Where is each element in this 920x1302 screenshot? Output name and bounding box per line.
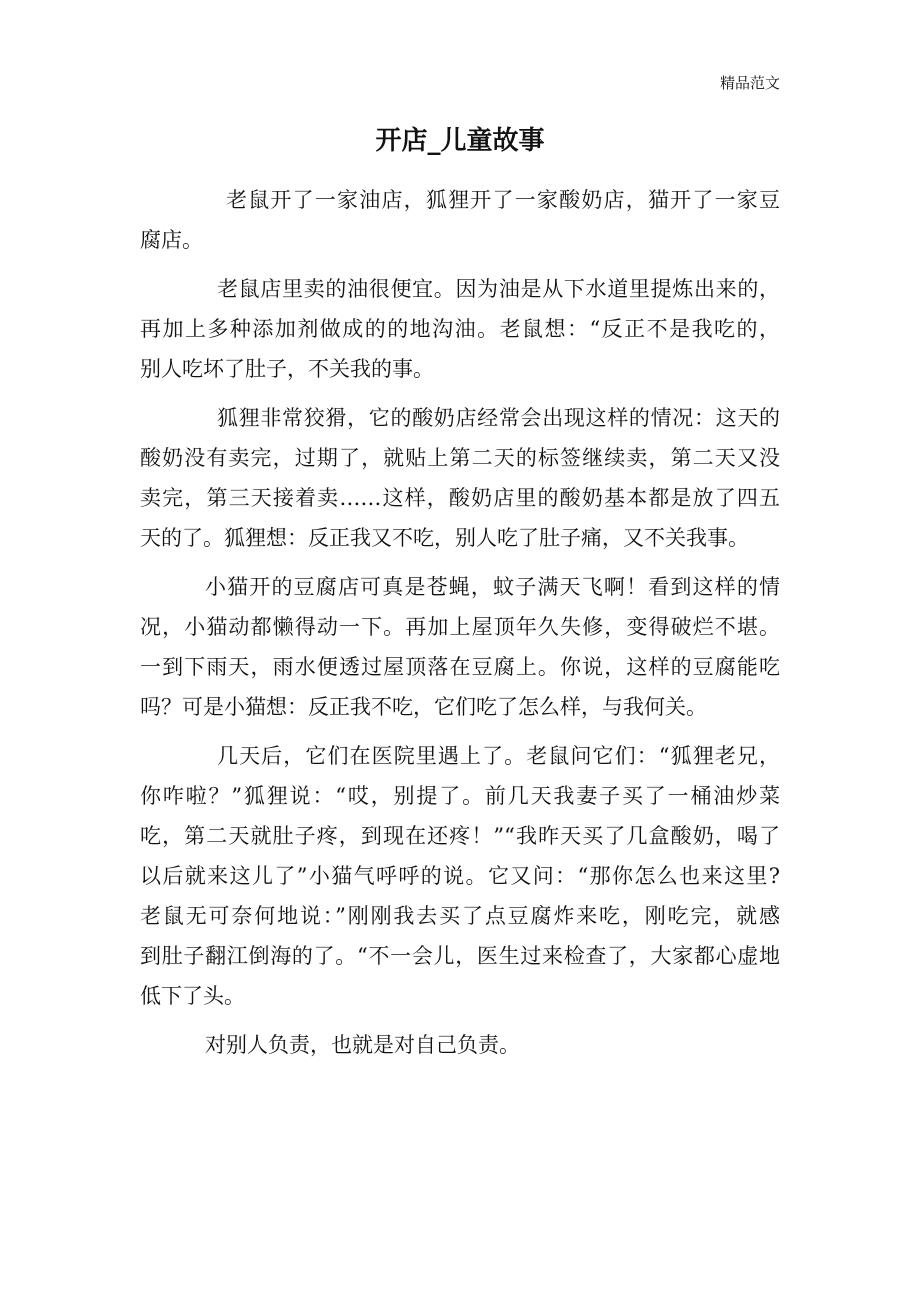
text-line: 别人吃坏了肚子，不关我的事。 bbox=[140, 357, 434, 381]
paragraph bbox=[140, 1025, 780, 1065]
paragraph bbox=[140, 398, 780, 558]
text-line: 天的了。狐狸想：反正我又不吃，别人吃了肚子痛，又不关我事。 bbox=[140, 526, 749, 550]
text-line: 腐店。 bbox=[140, 228, 203, 252]
text-line: 几天后，它们在医院里遇上了。老鼠问它们：“狐狸老兄， bbox=[217, 744, 780, 768]
text-line: 狐狸非常狡猾，它的酸奶店经常会出现这样的情况：这天的 bbox=[217, 406, 780, 430]
text-line: 吃，第二天就肚子疼，到现在还疼！”“我昨天买了几盒酸奶，喝了 bbox=[140, 824, 780, 848]
text-line: 低下了头。 bbox=[140, 984, 245, 1008]
text-line: 老鼠开了一家油店，狐狸开了一家酸奶店，猫开了一家豆 bbox=[226, 188, 780, 212]
document-body bbox=[140, 180, 780, 1074]
text-line: 你咋啦？”狐狸说：“哎，别提了。前几天我妻子买了一桶油炒菜 bbox=[140, 784, 780, 808]
paragraph bbox=[140, 567, 780, 727]
header-tag: 精品范文 bbox=[719, 74, 780, 92]
text-line: 吗？可是小猫想：反正我不吃，它们吃了怎么样，与我何关。 bbox=[140, 695, 707, 719]
paragraph bbox=[140, 269, 780, 389]
text-line: 以后就来这儿了”小猫气呼呼的说。它又问：“那你怎么也来这里? bbox=[140, 864, 780, 888]
text-line: 小猫开的豆腐店可真是苍蝇，蚊子满天飞啊！看到这样的情 bbox=[205, 575, 780, 599]
page-title: 开店_儿童故事 bbox=[375, 126, 545, 156]
paragraph bbox=[140, 736, 780, 1016]
text-line: 对别人负责，也就是对自己负责。 bbox=[205, 1033, 520, 1057]
paragraph bbox=[140, 180, 780, 260]
text-line: 到肚子翻江倒海的了。“不一会儿，医生过来检查了，大家都心虚地 bbox=[140, 944, 780, 968]
text-line: 一到下雨天，雨水便透过屋顶落在豆腐上。你说，这样的豆腐能吃 bbox=[140, 655, 780, 679]
text-line: 老鼠无可奈何地说：”刚刚我去买了点豆腐炸来吃，刚吃完，就感 bbox=[140, 904, 780, 928]
text-line: 老鼠店里卖的油很便宜。因为油是从下水道里提炼出来的， bbox=[217, 277, 780, 301]
text-line: 酸奶没有卖完，过期了，就贴上第二天的标签继续卖，第二天又没 bbox=[140, 446, 780, 470]
text-line: 卖完，第三天接着卖……这样，酸奶店里的酸奶基本都是放了四五 bbox=[140, 486, 780, 510]
text-line: 况，小猫动都懒得动一下。再加上屋顶年久失修，变得破烂不堪。 bbox=[140, 615, 780, 639]
text-line: 再加上多种添加剂做成的的地沟油。老鼠想：“反正不是我吃的， bbox=[140, 317, 780, 341]
